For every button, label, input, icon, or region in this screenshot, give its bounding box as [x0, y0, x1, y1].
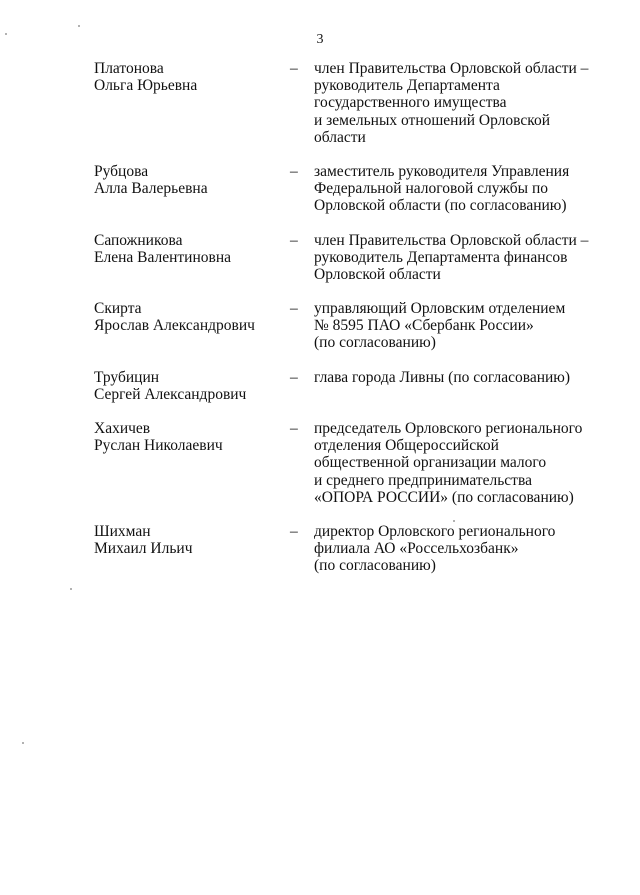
role-line: отделения Общероссийской	[314, 437, 499, 455]
member-name	[94, 523, 284, 557]
role-line: член Правительства Орловской области –	[314, 232, 589, 249]
page-number: 3	[316, 32, 324, 47]
member-entry	[0, 369, 640, 420]
member-surname: Шихман	[94, 523, 151, 540]
member-given-names: Руслан Николаевич	[94, 437, 223, 455]
separator-dash: –	[290, 369, 298, 386]
role-line: руководитель Департамента	[314, 77, 500, 95]
member-given-names: Ярослав Александрович	[94, 317, 255, 335]
role-line: глава города Ливны (по согласованию)	[314, 369, 571, 386]
member-entry	[0, 60, 640, 163]
role-line: и земельных отношений Орловской	[314, 111, 551, 129]
member-given-names: Михаил Ильич	[94, 540, 193, 558]
role-line: руководитель Департамента финансов	[314, 249, 568, 267]
role-line: филиала АО «Россельхозбанк»	[314, 540, 519, 558]
member-entry	[0, 232, 640, 300]
member-given-names: Алла Валерьевна	[94, 180, 208, 198]
role-line: (по согласованию)	[314, 557, 436, 575]
member-surname: Хахичев	[94, 420, 151, 437]
separator-dash: –	[290, 232, 298, 249]
member-role	[314, 232, 604, 284]
separator-dash: –	[290, 523, 298, 540]
member-entry	[0, 420, 640, 523]
member-name	[94, 369, 284, 403]
separator-dash: –	[290, 300, 298, 317]
role-line: (по согласованию)	[314, 334, 436, 352]
role-line: председатель Орловского регионального	[314, 420, 583, 437]
member-name	[94, 300, 284, 334]
role-line: «ОПОРА РОССИИ» (по согласованию)	[314, 488, 574, 506]
member-surname: Трубицин	[94, 369, 160, 386]
scan-speck	[5, 33, 7, 35]
role-line: Орловской области	[314, 266, 441, 284]
member-surname: Сапожникова	[94, 232, 183, 249]
member-role	[314, 420, 604, 506]
member-surname: Платонова	[94, 60, 164, 77]
separator-dash: –	[290, 60, 298, 77]
role-line: области	[314, 128, 366, 146]
role-line: № 8595 ПАО «Сбербанк России»	[314, 317, 534, 335]
member-entry	[0, 300, 640, 369]
member-surname: Рубцова	[94, 163, 149, 180]
member-role	[314, 60, 604, 146]
member-entry	[0, 523, 640, 583]
member-given-names: Елена Валентиновна	[94, 249, 232, 267]
role-line: Федеральной налоговой службы по	[314, 180, 549, 198]
member-surname: Скирта	[94, 300, 142, 317]
role-line: заместитель руководителя Управления	[314, 163, 570, 180]
member-given-names: Сергей Александрович	[94, 386, 247, 404]
scan-speck	[78, 25, 80, 27]
member-role	[314, 369, 604, 386]
role-line: член Правительства Орловской области –	[314, 60, 589, 77]
members-list	[0, 60, 640, 583]
scan-speck	[70, 588, 72, 590]
member-name	[94, 232, 284, 266]
member-name	[94, 60, 284, 94]
role-line: государственного имущества	[314, 94, 507, 112]
member-role	[314, 163, 604, 215]
role-line: общественной организации малого	[314, 454, 547, 472]
member-entry	[0, 163, 640, 232]
member-name	[94, 163, 284, 197]
role-line: директор Орловского регионального	[314, 523, 556, 540]
member-role	[314, 523, 604, 575]
role-line: управляющий Орловским отделением	[314, 300, 566, 317]
member-given-names: Ольга Юрьевна	[94, 77, 198, 95]
member-name	[94, 420, 284, 454]
role-line: Орловской области (по согласованию)	[314, 197, 567, 215]
separator-dash: –	[290, 163, 298, 180]
member-role	[314, 300, 604, 352]
scan-speck	[453, 520, 455, 522]
scan-speck	[22, 742, 24, 744]
separator-dash: –	[290, 420, 298, 437]
role-line: и среднего предпринимательства	[314, 471, 532, 489]
